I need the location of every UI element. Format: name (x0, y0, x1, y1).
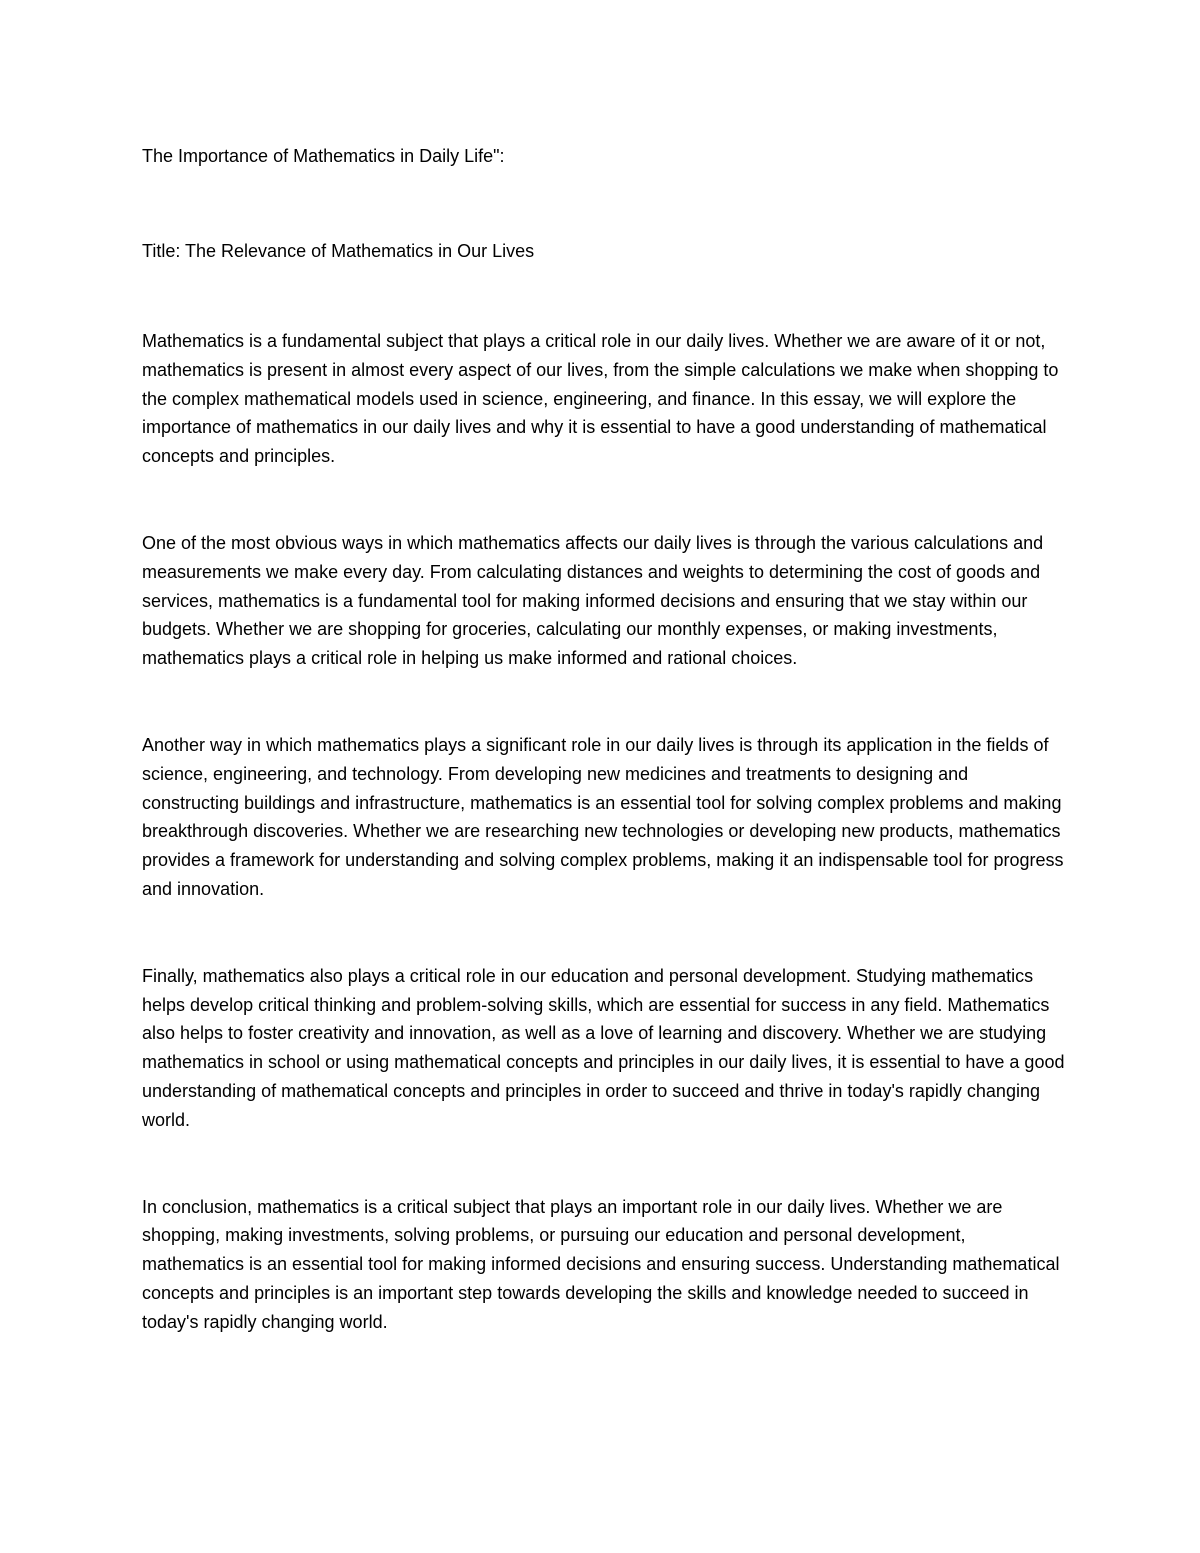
paragraph-science: Another way in which mathematics plays a significant role in our daily lives is through its application in the fields of science, engineering, and technology. From developing new medicines and treatments to designing and constructing buildings and infrastructure, mathematics is an essential tool for solving complex problems and making breakthrough discoveries. Whether we are researching new technologies or developing new products, mathematics provides a framework for understanding and solving complex problems, making it an indispensable tool for progress and innovation. (142, 734, 1064, 899)
paragraph-education: Finally, mathematics also plays a critical role in our education and personal development. Studying mathematics helps develop critical thinking and problem-solving skills, which are essential for success in any field. Mathematics also helps to foster creativity and innovation, as well as a love of learning and discovery. Whether we are studying mathematics in school or using mathematical concepts and principles in our daily lives, it is essential to have a good understanding of mathematical concepts and principles in order to succeed and thrive in today's rapidly changing world. (142, 965, 1065, 1130)
document-title: Title: The Relevance of Mathematics in Our Lives (142, 241, 535, 261)
paragraph-calculations: One of the most obvious ways in which mathematics affects our daily lives is through the various calculations and measurements we make every day. From calculating distances and weights to determining the cost of goods and services, mathematics is a fundamental tool for making informed decisions and ensuring that we stay within our budgets. Whether we are shopping for groceries, calculating our monthly expenses, or making investments, mathematics plays a critical role in helping us make informed and rational choices. (142, 532, 1044, 669)
document-body (142, 142, 1067, 1337)
document-heading: The Importance of Mathematics in Daily Life": (142, 146, 505, 166)
paragraph-intro: Mathematics is a fundamental subject that plays a critical role in our daily lives. Whether we are aware of it or not, mathematics is present in almost every aspect of our lives, from the simple calculations we make when shopping to the complex mathematical models used in science, engineering, and finance. In this essay, we will explore the importance of mathematics in our daily lives and why it is essential to have a good understanding of mathematical concepts and principles. (142, 331, 1059, 467)
paragraph-conclusion: In conclusion, mathematics is a critical subject that plays an important role in our daily lives. Whether we are shopping, making investments, solving problems, or pursuing our education and personal development, mathematics is an essential tool for making informed decisions and ensuring success. Understanding mathematical concepts and principles is an important step towards developing the skills and knowledge needed to succeed in today's rapidly changing world. (142, 1196, 1060, 1332)
